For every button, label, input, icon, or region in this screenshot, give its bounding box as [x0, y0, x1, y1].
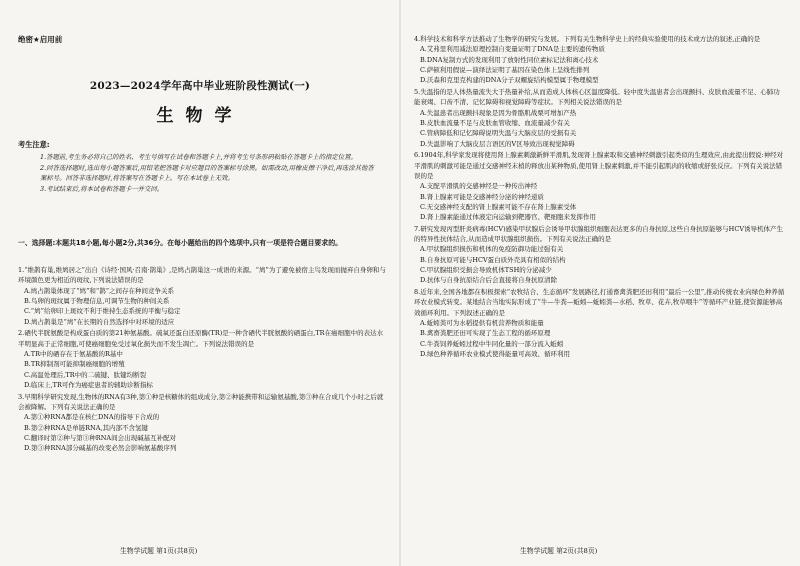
question-stem: 6.1904年,科学家发现将使用肾上腺素刺激新鲜平滑肌,发现肾上腺素取和交感神经刺激引起类似的生理效应,由此提出假说:神经对平滑肌的刺激可能是通过交感神经末梢的释放出某种物质,使用肾上腺素刺激,并不能引起肌肉的收缩或舒张反应。下列有关说法错误的是: [414, 151, 784, 180]
option: C.高温处理后,TR中的二硫键、肽键均断裂: [24, 370, 147, 379]
questions-right: [414, 34, 786, 361]
option: A.失温患者出现颤抖现象是因为骨骼肌战栗可增加产热: [420, 108, 577, 117]
notice-item: 3.考试结束后,将本试卷和答题卡一并交回。: [40, 184, 164, 193]
notice-block: [30, 152, 380, 194]
option: B.肾上腺素可能是交感神经分泌的神经递质: [420, 192, 544, 201]
subject-title: 生物学: [156, 106, 244, 126]
option: B.禽畜粪肥还田可实现了生态工程的循环原理: [420, 329, 551, 338]
option: D.失温影响了大脑皮层言语区的V区导致出现视觉障碍: [420, 139, 575, 148]
notice-heading: 考生注意:: [18, 140, 50, 149]
notice-item: 1.答题前,考生务必将自己的姓名、考生号填写在试卷和答题卡上,并将考生号条形码粘贴在答题卡上的指定位置。: [40, 153, 357, 161]
option: C.管病障低和记忆障碍说明失温与大脑皮层的受损有关: [420, 129, 577, 138]
question: [414, 34, 786, 86]
option: B.DNA复制方式的发现利用了放射性同位素标记法和离心技术: [420, 55, 599, 64]
option: D.第③种RNA部分碱基的改变必然会影响氨基酸序列: [24, 444, 177, 453]
question-stem: 1.“维鹊有巢,维鸠居之”出自《诗经·国风·召南·鹊巢》,是鸠占鹊巢这一成语的来源。“鸠”为了避免被宿主鸟发现而抛弃自身卵和与环境颜色更为相近的斑纹,下列说法错误的是: [18, 266, 386, 285]
question: [414, 87, 786, 149]
option: B.自身抗原可能与HCV蛋白质外壳具有相似的结构: [420, 255, 566, 264]
question: [18, 265, 388, 327]
option: B.鸟卵的斑纹属于物理信息,可调节生物的种间关系: [24, 297, 170, 306]
option: A.艾弗里利用减法原理控制自变量证明了DNA是主要的遗传物质: [420, 45, 605, 54]
option: D.临床上,TR可作为癌症患者的辅助诊断指标: [24, 380, 153, 389]
question-stem: 8.近年来,全国各地都在积极探索“农牧结合、生态循环”发展路径,打通畜禽粪肥还田利用“最后一公里”,推动传统农业向绿色种养循环农业模式转变。某地结合当地实际形成了“牛—牛粪—蚯蚓—蚯蚓粪—水稻、牧草、花卉,牧草喂牛”等循环产业链,使资源能够高效循环利用。下列叙述正确的是: [414, 288, 785, 317]
option: D.肾上腺素能通过体液定向运输到靶器官、靶细胞来发挥作用: [420, 213, 597, 222]
option: D.鸠占鹊巢是“鸠”在长期的自然选择中对环境的适应: [24, 317, 175, 326]
question: [414, 150, 786, 222]
option: D.抗体与自身抗原结合后会直接将自身抗原清除: [420, 276, 558, 285]
question-stem: 5.失温指的是人体热量流失大于热量补给,从而造成人体核心区温度降低。轻中度失温患者会出现颤抖、皮肤血流量不足、心肺功能衰竭、口齿不清、记忆障碍和视觉障碍等症状。下列相关说法错误的是: [414, 87, 780, 107]
option: A.TR中的硒存在于氨基酸的R基中: [24, 349, 123, 358]
question: [414, 287, 786, 359]
option: C.翻译时第②种与第③种RNA间会出现碱基互补配对: [24, 433, 177, 442]
option: C.甲状腺组织受损会导致机体TSH的分泌减少: [420, 266, 552, 275]
question: [414, 224, 786, 286]
page-footer-left: 生物学试题 第1页(共8页): [120, 547, 198, 555]
option: C.牛粪饲养蚯蚓过程中牛同化量的一部分流入蚯蚓: [420, 339, 564, 348]
question-stem: 7.研究发现丙型肝炎病毒(HCV)感染甲状腺后会诱导甲状腺组织细胞表达更多的自身抗原,这些自身抗原能够与HCV诱导机体产生的特异性抗体结合,从而造成甲状腺组织损伤。下列有关说法正确的是: [414, 224, 784, 244]
option: A.蚯蚓粪可为水稻提供有机营养物质和能量: [420, 319, 544, 328]
question-stem: 2.硒代半胱氨酸是构成蛋白质的第21种氨基酸。硫氧还蛋白还原酶(TR)是一种含硒代半胱氨酸的硒蛋白,TR在癌细胞中的表达水平明显高于正常细胞,可使癌细胞免受过氧化损失而不发生凋亡。下列说法错误的是: [18, 329, 384, 348]
section-heading: 一、选择题:本题共18小题,每小题2分,共36分。在每小题给出的四个选项中,只有一项是符合题目要求的。: [18, 239, 342, 247]
questions-left: [18, 265, 388, 455]
option: A.鸠占鹊巢体现了“鸠”和“鹊”之间存在种间竞争关系: [24, 286, 175, 295]
option: D.绿色种养循环农业模式使得能量可高效、循环利用: [420, 350, 571, 359]
option: C.“鸠”给卵印上斑纹不利于维持生态系统的平衡与稳定: [24, 307, 181, 316]
option: C.萨顿利用假说—演绎法证明了基因在染色体上呈线性排列: [420, 66, 590, 75]
exam-title: 2023—2024学年高中毕业班阶段性测试(一): [89, 80, 311, 92]
option: A.支配平滑肌的交感神经是一种传出神经: [420, 182, 538, 191]
option: B.第②种RNA是单链RNA,其内部不含氢键: [24, 423, 148, 432]
notice-item: 2.回答选择题时,选出每小题答案后,用铅笔把答题卡对应题目的答案标号涂黑。如需改动,用橡皮擦干净后,再选涂其他答案标号。回答非选择题时,将答案写在答题卡上。写在本试卷上无效。: [40, 163, 374, 182]
option: C.无交感神经支配的肾上腺素可能不存在肾上腺素受体: [420, 202, 577, 211]
page-footer-right: 生物学试题 第2页(共8页): [520, 547, 598, 555]
option: A.甲状腺组织损伤和机体的免疫防御功能过强有关: [420, 245, 564, 254]
question-stem: 3.早期科学研究发现,生物体的RNA有3种,第①种是核糖体的组成成分,第②种能携带和运输氨基酸,第③种在合成几个小时之后就会被降解。下列有关说法正确的是: [18, 392, 384, 411]
secret-label: 绝密★启用前: [18, 35, 63, 44]
question: [18, 328, 388, 390]
option: D.沃森和克里克构建的DNA分子双螺旋结构模型属于物理模型: [420, 76, 599, 85]
option: A.第①种RNA都是在核仁DNA的指导下合成的: [24, 413, 160, 422]
question: [18, 392, 388, 454]
option: B.TR抑制剂可能抑制癌细胞的增殖: [24, 360, 125, 369]
option: B.皮肤血流量不足与皮肤血管收缩、血流量减少有关: [420, 118, 570, 127]
question-stem: 4.科学技术和科学方法推动了生物学的研究与发展。下列有关生物科学史上的经典实验使用的技术或方法的叙述,正确的是: [414, 35, 761, 43]
